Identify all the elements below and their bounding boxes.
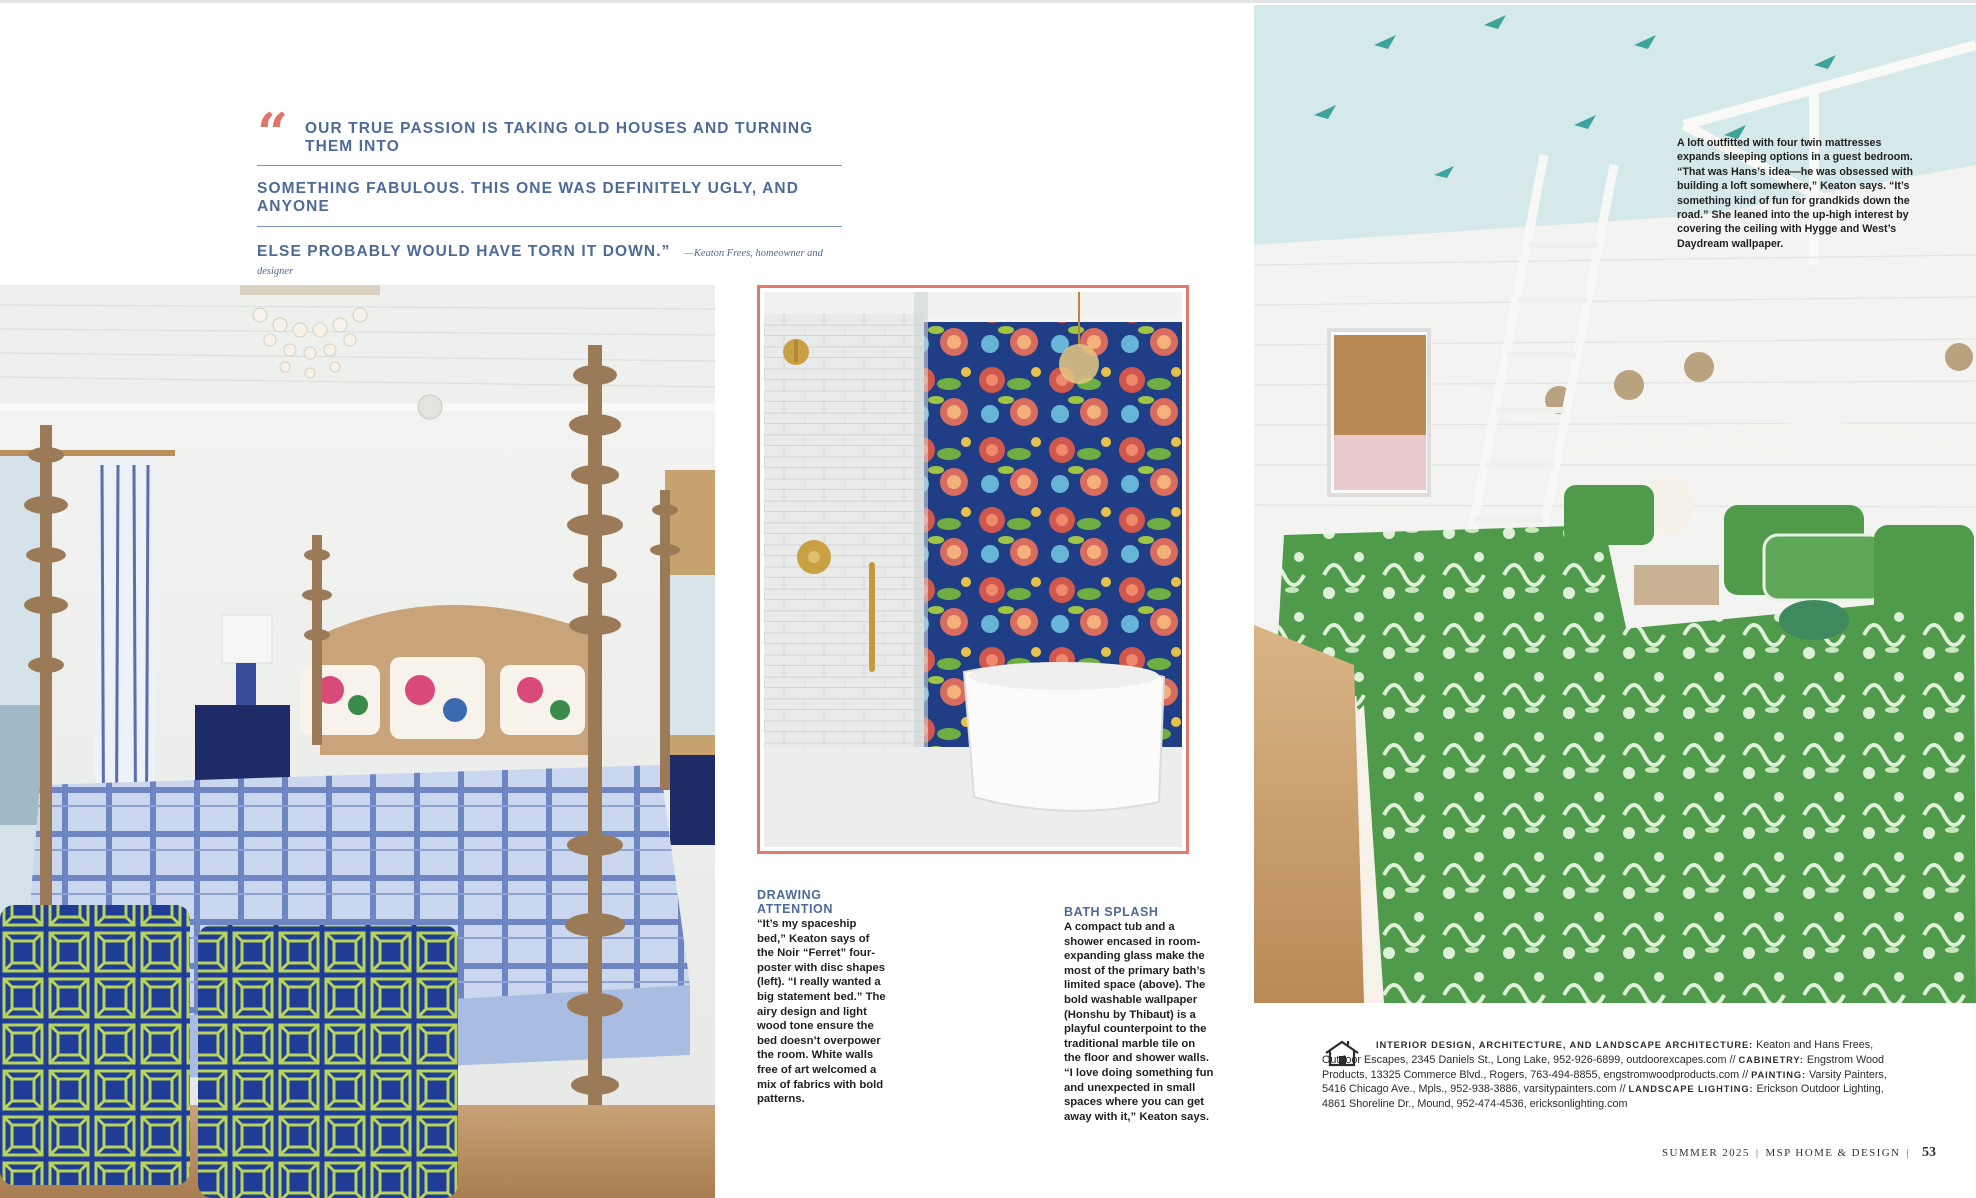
credit-text: Erickson Outdoor Lighting, 4861 Shoreline Dr., Mound, 952-474-4536, ericksonlighting.com [1322, 1083, 1884, 1111]
page-top-rule [0, 0, 1976, 3]
credit-text: Varsity Painters, 5416 Chicago Ave., Mpls., 952-938-3886, varsitypainters.com [1322, 1068, 1887, 1096]
folio-magazine: MSP HOME & DESIGN [1765, 1147, 1901, 1159]
credit-label: CABINETRY: [1738, 1054, 1804, 1065]
bedroom-photo [0, 285, 715, 1198]
caption-heading: BATH SPLASH [1064, 905, 1159, 919]
credit-label: INTERIOR DESIGN, ARCHITECTURE, AND LANDSCAPE ARCHITECTURE: [1376, 1040, 1754, 1050]
quote-mark: “ [257, 101, 289, 165]
caption-body: “It’s my spaceship bed,” Keaton says of the Noir “Ferret” four-poster with disc shapes (left). “I really wanted a big statement bed.” The airy design and light wood tone ensure the bed doesn’t overpower the room. White walls free of art welcomed a mix of fabrics with bold patterns. [757, 918, 886, 1106]
page-folio [1662, 1145, 1936, 1161]
pull-quote [257, 101, 842, 288]
caption-heading: DRAWING ATTENTION [757, 888, 833, 916]
caption-loft [1677, 136, 1922, 251]
bath-photo-frame [757, 285, 1189, 854]
credit-separator: // [1729, 1053, 1736, 1066]
bath-photo [764, 292, 1182, 847]
pull-quote-line-2: SOMETHING FABULOUS. THIS ONE WAS DEFINITELY UGLY, AND ANYONE [257, 166, 842, 227]
pull-quote-line-1: OUR TRUE PASSION IS TAKING OLD HOUSES AND TURNING THEM INTO [257, 110, 842, 166]
caption-body: A compact tub and a shower encased in room-expanding glass make the most of the primary bath’s limited space (above). The bold washable wallpaper (Honshu by Thibaut) is a playful counterpoint to the traditional marble tile on the floor and shower walls. “I love doing something fun and unexpected in small spaces where you can get away with it,” Keaton says. [1064, 921, 1214, 1123]
folio-divider: | [1755, 1147, 1760, 1159]
caption-drawing-attention [757, 888, 887, 1107]
credit-label: PAINTING: [1751, 1069, 1807, 1080]
pull-quote-attribution: —Keaton Frees, homeowner and designer [257, 248, 823, 277]
credit-separator: // [1619, 1083, 1626, 1096]
credit-label: LANDSCAPE LIGHTING: [1628, 1084, 1754, 1095]
credit-text: Engstrom Wood Products, 13325 Commerce Blvd., Rogers, 763-494-8855, engstromwoodproducts.com [1322, 1053, 1885, 1081]
caption-body: A loft outfitted with four twin mattresses expands sleeping options in a guest bedroom. “That was Hans’s idea—he was obsessed with building a loft somewhere,” Keaton says. “It’s something kind of fun for grandkids down the road.” She leaned into the up-high interest by covering the ceiling with Hygge and West’s Daydream wallpaper. [1677, 137, 1913, 250]
page-number: 53 [1922, 1145, 1936, 1160]
credit-separator: // [1742, 1068, 1749, 1081]
folio-divider: | [1906, 1147, 1910, 1159]
caption-bath-splash [1064, 905, 1214, 1124]
credit-text: Keaton and Hans Frees, Outdoor Escapes, 2345 Daniels St., Long Lake, 952-926-6899, outdoorexcapes.com [1322, 1039, 1874, 1066]
folio-issue: SUMMER 2025 [1662, 1147, 1750, 1159]
pull-quote-line-3-text: ELSE PROBABLY WOULD HAVE TORN IT DOWN.” [257, 243, 671, 260]
pull-quote-line-3 [257, 227, 842, 288]
design-credits [1322, 1038, 1904, 1112]
